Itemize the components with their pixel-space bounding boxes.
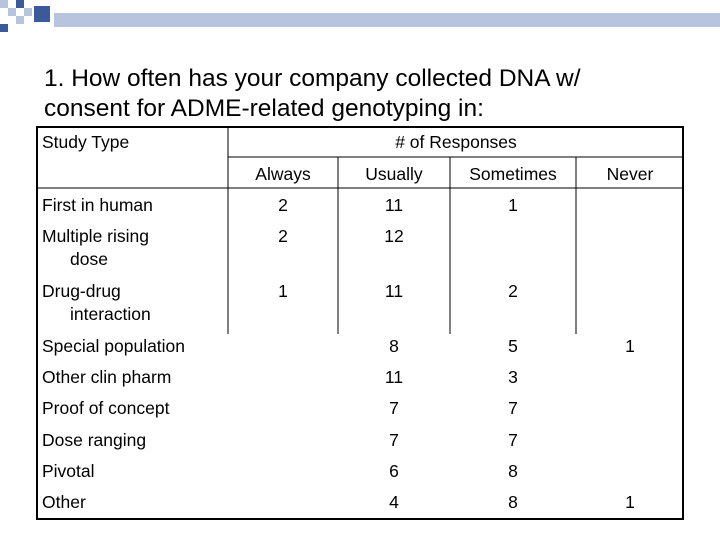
- cell-dose-ranging-sometimes: 7: [508, 430, 518, 450]
- title-line-2: consent for ADME-related genotyping in:: [44, 95, 484, 122]
- cell-special-population-usually: 8: [389, 336, 399, 356]
- cell-first-in-human-sometimes: 1: [508, 195, 518, 215]
- responses-table: [36, 126, 684, 520]
- cell-first-in-human-always: 2: [278, 195, 288, 215]
- cell-ddi-sometimes: 2: [508, 281, 518, 301]
- cell-pivotal-usually: 6: [389, 461, 399, 481]
- study-type-header: Study Type: [42, 132, 130, 152]
- cell-proof-of-concept-usually: 7: [389, 398, 399, 418]
- row-label-other-clin-pharm: Other clin pharm: [42, 367, 172, 387]
- cell-special-population-sometimes: 5: [508, 336, 518, 356]
- row-label-line: interaction: [70, 304, 151, 324]
- slide-title: [44, 64, 704, 124]
- row-label-dose-ranging: Dose ranging: [42, 430, 147, 450]
- cell-proof-of-concept-sometimes: 7: [508, 398, 518, 418]
- cell-other-sometimes: 8: [508, 492, 518, 512]
- cell-dose-ranging-usually: 7: [389, 430, 399, 450]
- cell-other-clin-pharm-sometimes: 3: [508, 367, 518, 387]
- title-line-1: 1. How often has your company collected DNA w/: [44, 65, 581, 92]
- responses-header: # of Responses: [395, 132, 517, 152]
- row-label-pivotal: Pivotal: [42, 461, 95, 481]
- cell-other-usually: 4: [389, 492, 399, 512]
- cell-first-in-human-usually: 11: [384, 195, 404, 215]
- cell-special-population-never: 1: [625, 336, 635, 356]
- cell-pivotal-sometimes: 8: [508, 461, 518, 481]
- cell-ddi-always: 1: [278, 281, 288, 301]
- row-label-drug-drug-interaction: [42, 280, 151, 326]
- row-label-first-in-human: First in human: [42, 195, 153, 215]
- cell-mrd-always: 2: [278, 226, 288, 246]
- column-header-never: Never: [606, 164, 654, 184]
- column-header-usually: Usually: [365, 164, 423, 184]
- cell-other-never: 1: [625, 492, 635, 512]
- row-label-line: Drug-drug: [42, 281, 121, 301]
- row-label-other: Other: [42, 492, 86, 512]
- row-label-line: Multiple rising: [42, 226, 149, 246]
- row-label-line: dose: [70, 249, 108, 269]
- row-label-proof-of-concept: Proof of concept: [42, 398, 170, 418]
- title-decoration: [0, 0, 720, 40]
- row-label-multiple-rising-dose: [42, 225, 149, 271]
- cell-mrd-usually: 12: [384, 226, 404, 246]
- cell-ddi-usually: 11: [384, 281, 404, 301]
- column-header-sometimes: Sometimes: [469, 164, 557, 184]
- column-header-always: Always: [255, 164, 311, 184]
- cell-other-clin-pharm-usually: 11: [384, 367, 404, 387]
- row-label-special-population: Special population: [42, 336, 186, 356]
